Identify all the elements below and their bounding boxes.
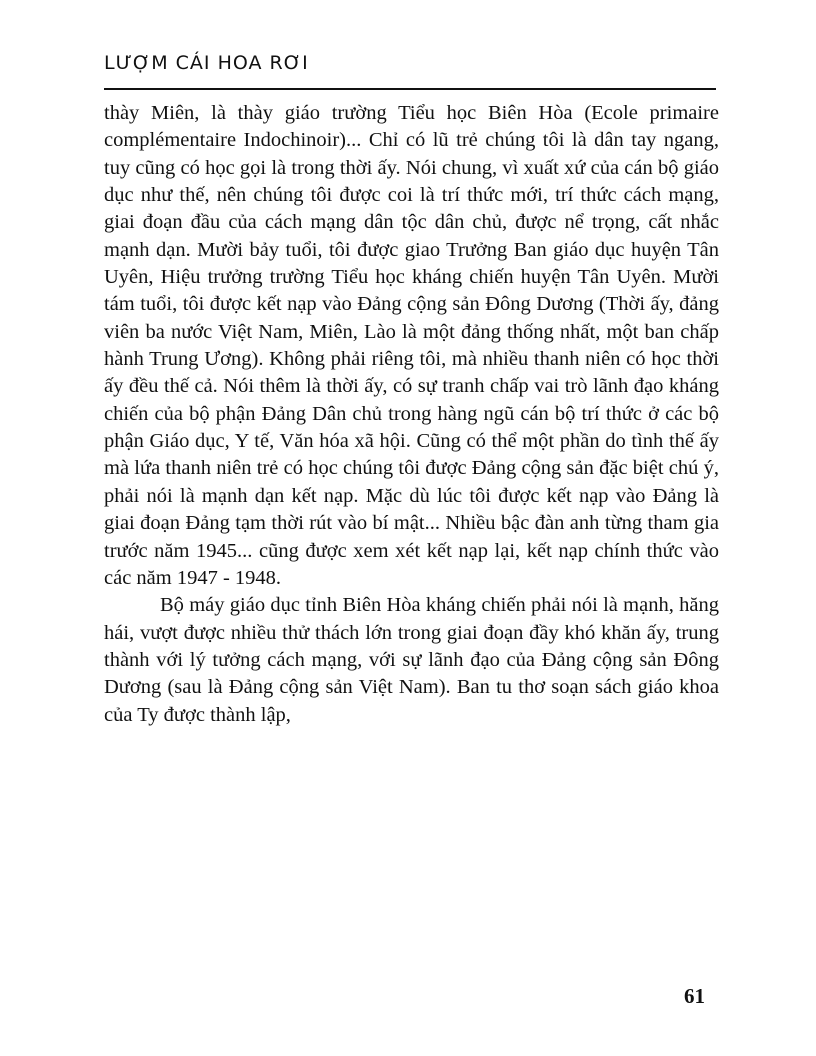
- page-number: 61: [684, 984, 705, 1008]
- paragraph-continued: thày Miên, là thày giáo trường Tiểu học Biên Hòa (Ecole primaire complémentaire Indochinoir)... Chỉ có lũ trẻ chúng tôi là dân tay ngang, tuy cũng có học gọi là trong thời ấy. Nói chung, vì xuất xứ của cán bộ giáo dục như thế, nên chúng tôi được coi là trí thức mới, trí thức cách mạng, giai đoạn đầu của cách mạng dân tộc dân chủ, được nể trọng, cất nhắc mạnh dạn. Mười bảy tuổi, tôi được giao Trưởng Ban giáo dục huyện Tân Uyên, Hiệu trưởng trường Tiểu học kháng chiến huyện Tân Uyên. Mười tám tuổi, tôi được kết nạp vào Đảng cộng sản Đông Dương (Thời ấy, đảng viên ba nước Việt Nam, Miên, Lào là một đảng thống nhất, một ban chấp hành Trung Ương). Không phải riêng tôi, mà nhiều thanh niên có học thời ấy đều thế cả. Nói thêm là thời ấy, có sự tranh chấp vai trò lãnh đạo kháng chiến của bộ phận Đảng Dân chủ trong hàng ngũ cán bộ trí thức ở các bộ phận Giáo dục, Y tế, Văn hóa xã hội. Cũng có thể một phần do tình thế ấy mà lứa thanh niên trẻ có học chúng tôi được Đảng cộng sản đặc biệt chú ý, phải nói là mạnh dạn kết nạp. Mặc dù lúc tôi được kết nạp vào Đảng là giai đoạn Đảng tạm thời rút vào bí mật... Nhiều bậc đàn anh từng tham gia trước năm 1945... cũng được xem xét kết nạp lại, kết nạp chính thức vào các năm 1947 - 1948.: [104, 102, 719, 589]
- body-text: [104, 100, 719, 729]
- paragraph-new: Bộ máy giáo dục tỉnh Biên Hòa kháng chiến phải nói là mạnh, hăng hái, vượt được nhiều thử thách lớn trong giai đoạn đầy khó khăn ấy, trung thành với lý tưởng cách mạng, với sự lãnh đạo của Đảng cộng sản Đông Dương (sau là Đảng cộng sản Việt Nam). Ban tu thơ soạn sách giáo khoa của Ty được thành lập,: [104, 594, 719, 726]
- header-rule: [104, 88, 716, 90]
- running-header: LƯỢM CÁI HOA RƠI: [104, 52, 309, 74]
